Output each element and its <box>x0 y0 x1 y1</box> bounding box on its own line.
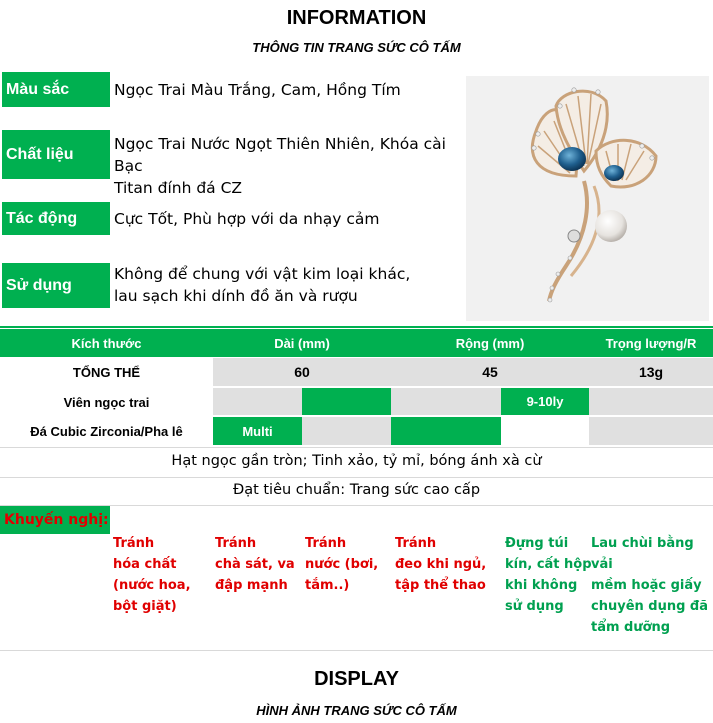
total-width: 45 <box>482 364 498 380</box>
label-effect: Tác động <box>2 202 110 235</box>
header-width: Rộng (mm) <box>455 335 525 351</box>
advice-avoid-impact <box>215 533 295 596</box>
advice-3-line-2: nước (bơi, <box>305 557 379 572</box>
footer-line <box>0 650 713 651</box>
brooch-stem <box>549 181 587 301</box>
advice-4-line-2: đeo khi ngủ, <box>395 557 487 572</box>
advice-2-line-1: Tránh <box>215 536 257 551</box>
label-usage: Sử dụng <box>2 263 110 308</box>
value-material-line-2: Titan đính đá CZ <box>114 179 243 197</box>
pearl <box>595 210 627 242</box>
note-line-1 <box>0 447 713 448</box>
advice-4-line-3: tập thể thao <box>395 578 486 593</box>
note-standard: Đạt tiêu chuẩn: Trang sức cao cấp <box>232 482 481 498</box>
advice-label: Khuyến nghị: <box>4 512 109 528</box>
pearl-cell-gray-2 <box>391 388 501 415</box>
advice-1-line-4: bột giặt) <box>113 599 177 614</box>
advice-5-line-4: sử dụng <box>505 599 564 614</box>
advice-2-line-3: đập mạnh <box>215 578 288 593</box>
advice-avoid-water <box>305 533 378 596</box>
value-color: Ngọc Trai Màu Trắng, Cam, Hồng Tím <box>114 81 401 99</box>
row-pearl-label: Viên ngọc trai <box>63 394 150 410</box>
header-length: Dài (mm) <box>274 335 330 351</box>
advice-avoid-sleep <box>395 533 486 596</box>
advice-5-line-3: khi không <box>505 578 578 593</box>
value-usage-line-2: lau sạch khi dính đồ ăn và rượu <box>114 287 358 305</box>
product-photo <box>466 76 709 321</box>
advice-3-line-3: tắm..) <box>305 578 350 593</box>
divider <box>0 326 713 328</box>
row-total-label: TỔNG THỂ <box>72 364 141 380</box>
brooch-illustration <box>466 76 709 321</box>
stone-cell-gray-1 <box>302 417 391 445</box>
advice-6-line-3: chuyên dụng đã <box>591 599 709 614</box>
note-quality: Hạt ngọc gần tròn; Tinh xảo, tỷ mỉ, bóng ánh xà cừ <box>171 453 542 469</box>
header-weight: Trọng lượng/R <box>605 335 697 351</box>
pearl-cell-gray-3 <box>589 388 713 415</box>
header-size: Kích thước <box>71 335 142 351</box>
blue-stone-small <box>604 165 624 181</box>
advice-avoid-chemicals <box>113 533 191 617</box>
blue-stone-large <box>558 147 586 171</box>
advice-5-line-1: Đựng túi <box>505 536 569 551</box>
display-title: DISPLAY <box>314 668 399 690</box>
stone-value: Multi <box>213 417 302 445</box>
pearl-size: 9-10ly <box>501 388 589 415</box>
stone-cell-gray-2 <box>589 417 713 445</box>
label-color: Màu sắc <box>2 72 110 107</box>
value-material <box>114 133 474 199</box>
note-line-2 <box>0 477 713 478</box>
value-effect: Cực Tốt, Phù hợp với da nhạy cảm <box>114 210 380 228</box>
stone-cell-green-1 <box>391 417 501 445</box>
page-subtitle: THÔNG TIN TRANG SỨC CÔ TẤM <box>252 40 461 55</box>
crystal-stone <box>568 230 580 242</box>
value-usage <box>114 263 474 307</box>
advice-1-line-1: Tránh <box>113 536 155 551</box>
advice-5-line-2: kín, cất hộp <box>505 557 592 572</box>
advice-2-line-2: chà sát, va <box>215 557 295 572</box>
pearl-cell-gray-1 <box>213 388 302 415</box>
advice-storage <box>505 533 592 617</box>
value-usage-line-1: Không để chung với vật kim loại khác, <box>114 265 411 283</box>
advice-3-line-1: Tránh <box>305 536 347 551</box>
advice-6-line-2: mềm hoặc giấy <box>591 578 702 593</box>
advice-6-line-4: tẩm dưỡng <box>591 620 671 635</box>
page-title: INFORMATION <box>286 7 427 29</box>
value-material-line-1: Ngọc Trai Nước Ngọt Thiên Nhiên, Khóa cài Bạc <box>114 135 446 175</box>
advice-4-line-1: Tránh <box>395 536 437 551</box>
total-length: 60 <box>294 364 310 380</box>
row-stone-label: Đá Cubic Zirconia/Pha lê <box>30 423 183 439</box>
advice-1-line-2: hóa chất <box>113 557 177 572</box>
advice-6-line-1: Lau chùi bằng vải <box>591 536 694 572</box>
display-subtitle: HÌNH ẢNH TRANG SỨC CÔ TẤM <box>256 703 457 718</box>
pearl-cell-green-1 <box>302 388 391 415</box>
advice-cleaning <box>591 533 713 638</box>
total-weight: 13g <box>638 364 664 380</box>
advice-1-line-3: (nước hoa, <box>113 578 191 593</box>
label-material: Chất liệu <box>2 130 110 179</box>
